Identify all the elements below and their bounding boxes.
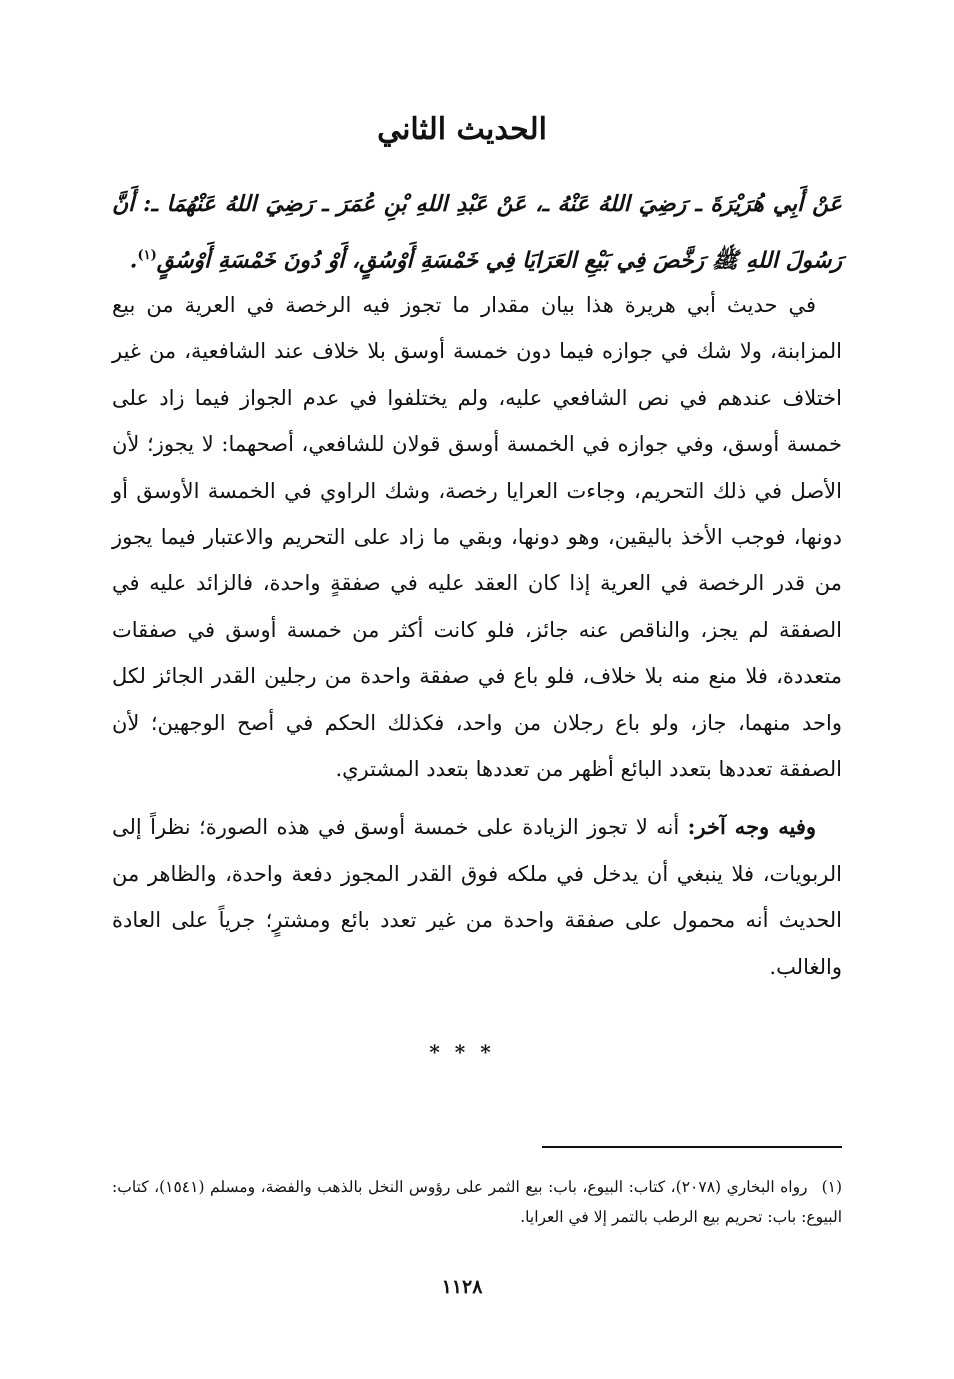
hadith-end: .	[129, 247, 138, 274]
page-number: ١١٢٨	[441, 1276, 483, 1298]
paragraph-2-lead: وفيه وجه آخر:	[687, 814, 816, 840]
section-heading: الحديث الثاني	[377, 112, 547, 147]
section-separator: * * *	[429, 1040, 495, 1064]
commentary-paragraph-1: في حديث أبي هريرة هذا بيان مقدار ما تجوز فيه الرخصة في العرية من بيع المزابنة، ولا شك في جوازه فيما دون خمسة أوسق بلا خلاف عند الشافعية، من غير اختلاف عندهم في نص الشافعي عليه، ولم يختلفوا في عدم الجواز فيما زاد على خمسة أوسق، وفي جوازه في الخمسة أوسق قولان للشافعي، أصحهما: لا يجوز؛ لأن الأصل في ذلك التحريم، وجاءت العرايا رخصة، وشك الراوي في الخمسة الأوسق أو دونها، فوجب الأخذ باليقين، وهو دونها، وبقي ما زاد على التحريم والاعتبار فيما يجوز من قدر الرخصة في العرية إذا كان العقد عليه في صفقةٍ واحدة، فالزائد عليه في الصفقة لم يجز، والناقص عنه جائز، فلو كانت أكثر من خمسة أوسق في صفقات متعددة، فلا منع منه بلا خلاف، فلو باع في صفقة واحدة من رجلين القدر الجائز لكل واحد منهما، جاز، ولو باع رجلان من واحد، فكذلك الحكم في أصح الوجهين؛ لأن الصفقة تعددها بتعدد البائع أظهر من تعددها بتعدد المشتري.	[112, 293, 842, 782]
footnote-number: (١)	[821, 1178, 843, 1196]
footnote	[112, 1172, 842, 1232]
commentary-paragraph-2	[112, 804, 842, 990]
footnote-marker: (١)	[137, 248, 157, 263]
footnote-text: رواه البخاري (٢٠٧٨)، كتاب: البيوع، باب: بيع الثمر على رؤوس النخل بالذهب والفضة، ومسلم (١٥٤١)، كتاب: البيوع: باب: تحريم بيع الرطب بالتمر إلا في العرايا.	[112, 1178, 842, 1226]
paragraph-2-text: أنه لا تجوز الزيادة على خمسة أوسق في هذه الصورة؛ نظراً إلى الربويات، فلا ينبغي أن يدخل في ملكه فوق القدر المجوز دفعة واحدة، والظاهر من الحديث أنه محمول على صفقة واحدة من غير تعدد بائع ومشترٍ؛ جرياً على العادة والغالب.	[112, 815, 842, 979]
commentary	[112, 282, 842, 990]
hadith-text	[112, 178, 842, 286]
footnote-divider	[542, 1146, 842, 1148]
hadith-body: عَنْ أَبِي هُرَيْرَةَ ـ رَضِيَ اللهُ عَنْهُ ـ، عَنْ عَبْدِ اللهِ بْنِ عُمَرَ ـ رَضِيَ اللهُ عَنْهُمَا ـ: أَنَّ رَسُولَ اللهِ ﷺ رَخَّصَ فِي بَيْعِ العَرَايَا فِي خَمْسَةِ أَوْسُقٍ، أَوْ دُونَ خَمْسَةِ أَوْسُقٍ	[112, 191, 842, 274]
